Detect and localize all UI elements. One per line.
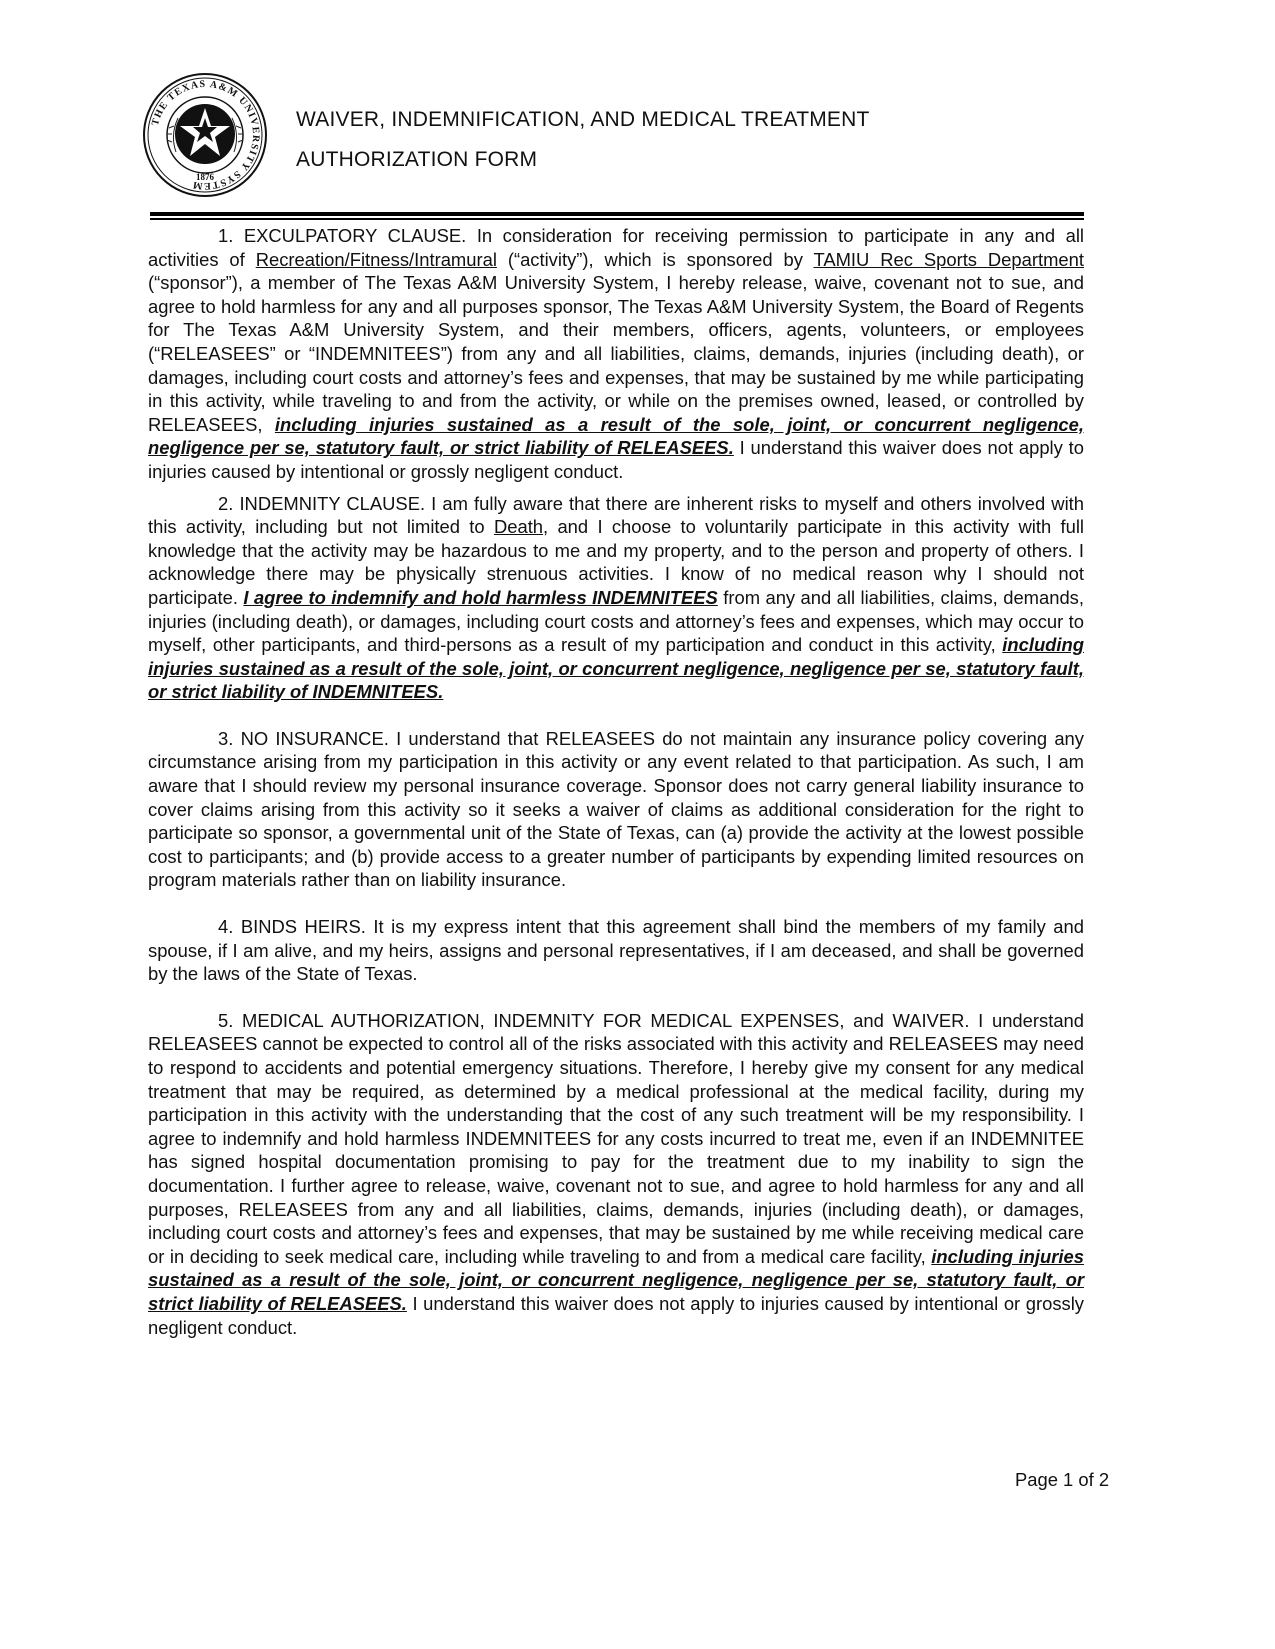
s1-emphasis: including injuries sustained as a result of the sole, joint, or concurrent negligence, negligence per se, statutory fault, or strict liability of RELEASEES. (148, 413, 1084, 459)
s1-text-b: (“activity”), which is sponsored by (496, 248, 814, 270)
seal-ring-text: THE TEXAS A&M UNIVERSITY SYSTEM (149, 78, 262, 192)
header-rule-thick (150, 212, 1084, 216)
s5-text-c: I understand this waiver does not apply to injuries caused by intentional or grossly negligent conduct. (148, 1292, 1084, 1338)
form-title-line-2: AUTHORIZATION FORM (296, 148, 538, 171)
header-rule-thin (150, 218, 1084, 220)
form-body (148, 224, 1084, 1339)
no-insurance-clause: 3. NO INSURANCE. I understand that RELEASEES do not maintain any insurance policy covering any circumstance arising from my participation in this activity or any event related to that participation. As such, I am aware that I should review my personal insurance coverage. Sponsor does not carry general liability insurance to cover claims arising from this activity so it seeks a waiver of claims as additional consideration for the right to participate so sponsor, a governmental unit of the State of Texas, can (a) provide the activity at the lowest possible cost to participants; and (b) provide access to a greater number of participants by expending limited resources on program materials rather than on liability insurance. (148, 727, 1084, 891)
form-title-line-1: WAIVER, INDEMNIFICATION, AND MEDICAL TREATMENT (296, 108, 870, 131)
s1-text-c: (“sponsor”), a member of The Texas A&M University System, I hereby release, waive, covenant not to sue, and agree to hold harmless for any and all purposes sponsor, The Texas A&M University System, the Board of Regents for The Texas A&M University System, and their members, officers, agents, volunteers, or employees (“RELEASEES” or “INDEMNITEES”) from any and all liabilities, claims, demands, injuries (including death), or damages, including court costs and attorney’s fees and expenses, that may be sustained by me while participating in this activity, while traveling to and from the activity, or while on the premises owned, leased, or controlled by RELEASEES, (148, 272, 1084, 435)
texas-am-system-seal (142, 72, 268, 198)
activity-field: Recreation/Fitness/Intramural (255, 248, 497, 270)
sponsor-field: TAMIU Rec Sports Department (813, 248, 1084, 270)
exculpatory-clause (148, 224, 1084, 484)
risk-field: Death (493, 516, 544, 538)
indemnity-clause (148, 492, 1084, 704)
binds-heirs-clause: 4. BINDS HEIRS. It is my express intent that this agreement shall bind the members of my family and spouse, if I am alive, and my heirs, assigns and personal representatives, if I am deceased, and shall be governed by the laws of the State of Texas. (148, 916, 1084, 985)
s5-text-a: 5. MEDICAL AUTHORIZATION, INDEMNITY FOR MEDICAL EXPENSES, and WAIVER. I understand RELEASEES cannot be expected to control all of the risks associated with this activity and RELEASEES may need to respond to accidents and potential emergency situations. Therefore, I hereby give my consent for any medical treatment that may be required, as determined by a medical professional at the medical facility, during my participation in this activity with the understanding that the cost of any such treatment will be my responsibility. I agree to indemnify and hold harmless INDEMNITEES for any costs incurred to treat me, even if an INDEMNITEE has signed hospital documentation promising to pay for the treatment due to my inability to sign the documentation. I further agree to release, waive, covenant not to sue, and agree to hold harmless for any and all purposes, RELEASEES from any and all liabilities, claims, demands, injuries (including death), or damages, including court costs and attorney’s fees and expenses, that may be sustained by me while receiving medical care or in deciding to seek medical care, including while traveling to and from a medical care facility, (148, 1009, 1084, 1267)
s2-text-d: from any and all liabilities, claims, demands, injuries (including death), or damages, including court costs and attorney’s fees and expenses, which may occur to myself, other participants, and third-persons as a result of my participation and conduct in this activity, (148, 586, 1084, 656)
s2-text-b: , and I choose to voluntarily participate in this activity with full knowledge that the activity may be hazardous to me and my property, and to the person and property of others. I acknowledge there may be physically strenuous activities. I know of no medical reason why I should not participate. (148, 516, 1084, 608)
s2-text-a: 2. INDEMNITY CLAUSE. I am fully aware that there are inherent risks to myself and others involved with this activity, including but not limited to (148, 492, 1084, 538)
seal-year: 1876 (196, 172, 214, 182)
page-number: Page 1 of 2 (1015, 1469, 1110, 1490)
medical-authorization-clause (148, 1009, 1084, 1339)
s1-text-e: I understand this waiver does not apply to injuries caused by intentional or grossly negligent conduct. (148, 437, 1084, 482)
s5-emphasis: including injuries sustained as a result of the sole, joint, or concurrent negligence, negligence per se, statutory fault, or strict liability of RELEASEES. (148, 1245, 1084, 1314)
s1-text-a: 1. EXCULPATORY CLAUSE. In consideration for receiving permission to participate in any and all activities of (148, 225, 1084, 270)
s2-emphasis-1: I agree to indemnify and hold harmless INDEMNITEES (243, 586, 718, 608)
seal-icon (142, 72, 268, 198)
s2-emphasis-2: including injuries sustained as a result of the sole, joint, or concurrent negligence, negligence per se, statutory fault, or strict liability of INDEMNITEES. (148, 634, 1084, 703)
